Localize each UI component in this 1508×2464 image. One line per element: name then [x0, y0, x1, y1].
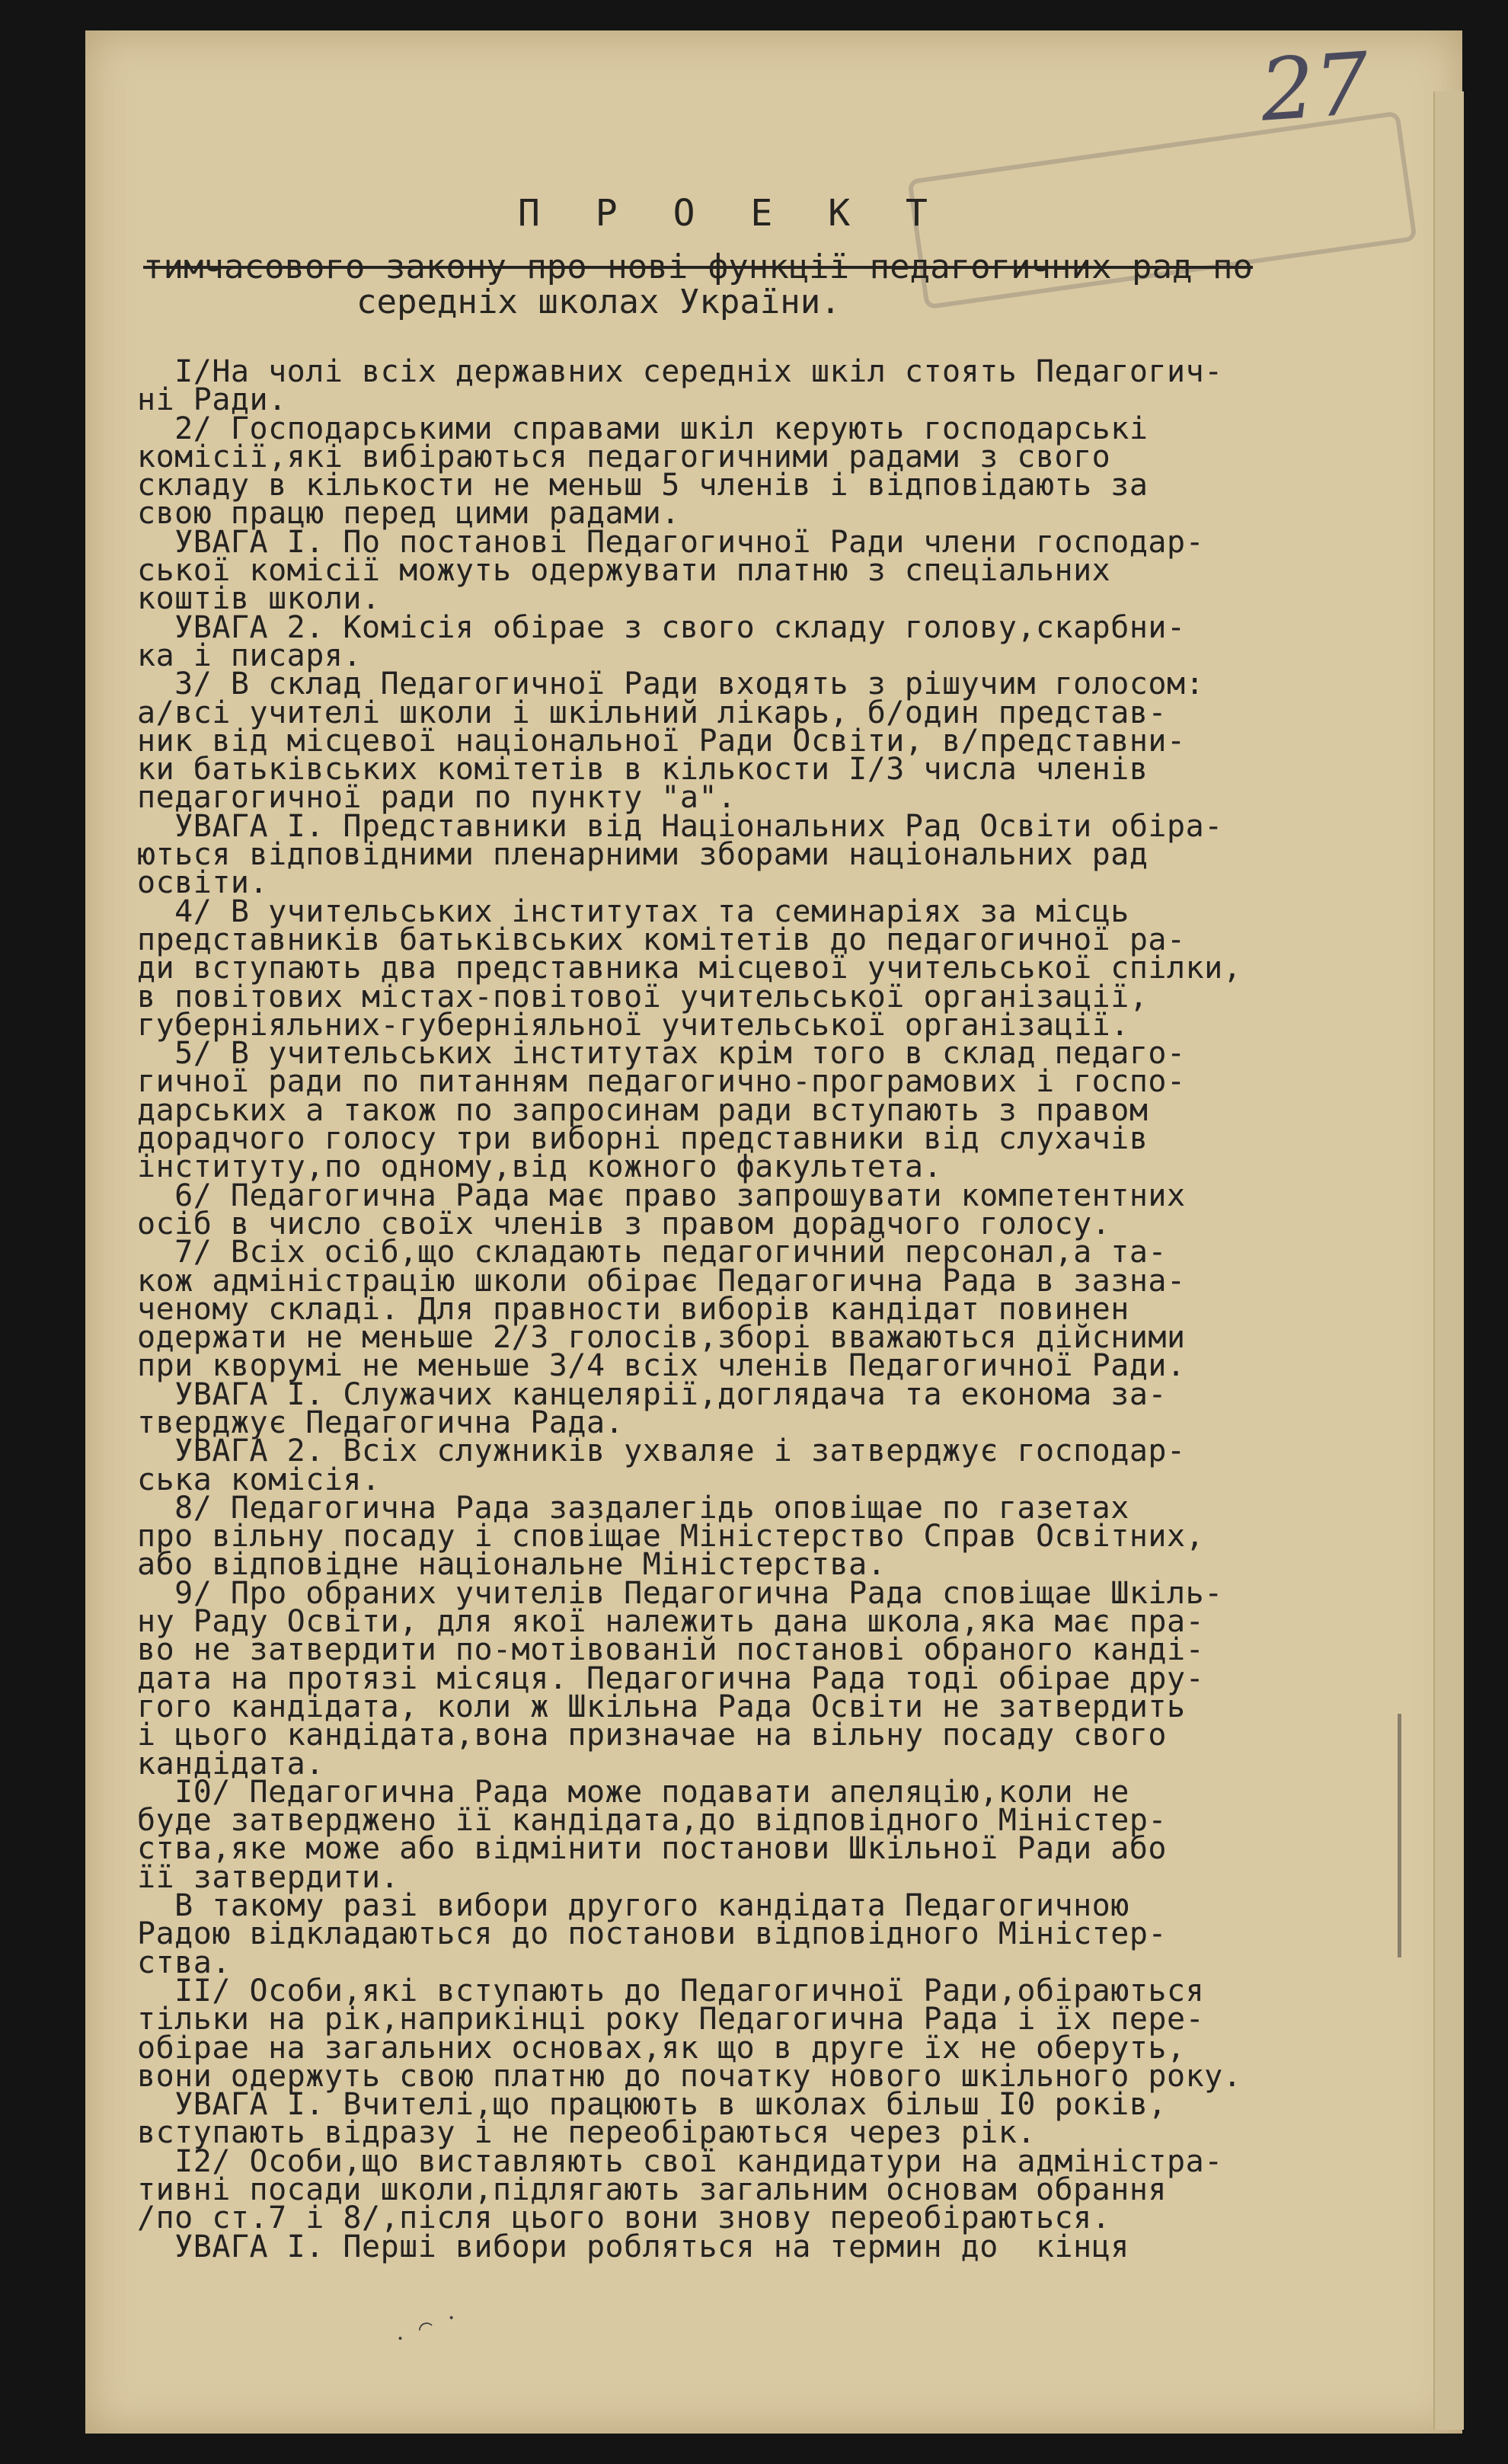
body-line: комісії,які вибіраються педагогичними радами з свого [137, 439, 1111, 475]
body-line: або відповідне національне Міністерства. [137, 1547, 887, 1583]
body-line: обірае на загальних основах,як що в друге їх не оберуть, [137, 2030, 1186, 2066]
body-line: одержати не меньше 2/3 голосів,зборі вважаються дійсними [137, 1320, 1186, 1356]
body-line: освіти. [137, 865, 269, 901]
subtitle-line-2: середніх школах України. [356, 283, 841, 321]
body-line: осіб в число своїх членів з правом дорадчого голосу. [137, 1206, 1111, 1242]
body-line: УВАГА I. Служачих канцелярії,доглядача та економа за- [137, 1376, 1168, 1412]
body-line: ченому складі. Для правности виборів кандідат повинен [137, 1291, 1129, 1327]
body-line: во не затвердити по-мотівованій постанові обраного канді- [137, 1632, 1205, 1668]
body-line: ка і писаря. [137, 638, 362, 673]
body-line: 3/ В склад Педагогичної Ради входять з рішучим голосом: [137, 666, 1205, 702]
body-line: I0/ Педагогична Рада може подавати апеляцію,коли не [137, 1774, 1129, 1810]
sheet-edge [1433, 91, 1464, 2430]
body-line: вони одержуть свою платню до початку нового шкільного року. [137, 2058, 1242, 2094]
body-line: УВАГА I. По постанові Педагогичної Ради члени господар- [137, 524, 1205, 560]
body-line: свою працю перед цими радами. [137, 496, 680, 532]
body-line: дата на протязі місяця. Педагогична Рада тоді обірае дру- [137, 1660, 1205, 1696]
body-line: тивні посади школи,підлягають загальним основам обрання [137, 2172, 1168, 2207]
body-line: УВАГА 2. Всіх служників ухваляе і затверджує господар- [137, 1433, 1186, 1469]
body-line: 4/ В учительських інститутах та семинаріях за місць [137, 893, 1129, 929]
body-line: 7/ Всіх осіб,що складають педагогичний персонал,а та- [137, 1235, 1168, 1270]
body-line: ської комісії можуть одержувати платню з спеціальних [137, 553, 1111, 589]
body-line: 9/ Про обраних учителів Педагогична Рада сповіщае Шкіль- [137, 1575, 1223, 1611]
body-line: ник від місцевої національної Ради Освіти, в/представни- [137, 723, 1186, 759]
body-line: ська комісія. [137, 1462, 381, 1497]
body-line: вступають відразу і не переобіраються через рік. [137, 2115, 1036, 2151]
body-line: ну Раду Освіти, для якої належить дана школа,яка має пра- [137, 1604, 1205, 1640]
body-line: в повітових містах-повітової учительської організації, [137, 979, 1149, 1015]
body-line: УВАГА 2. Комісія обірае з свого складу голову,скарбни- [137, 609, 1186, 645]
body-line: її затвердити. [137, 1859, 400, 1895]
body-line: ди вступають два представника місцевої учительської спілки, [137, 951, 1242, 986]
body-line: гичної ради по питанням педагогично-програмових і госпо- [137, 1064, 1186, 1100]
body-line: 6/ Педагогична Рада має право запрошувати компетентних [137, 1178, 1186, 1213]
body-line: II/ Особи,які вступають до Педагогичної Ради,обіраються [137, 1973, 1205, 2009]
document-body [137, 354, 1401, 2264]
body-line: губерніяльних-губерніяльної учительської організації. [137, 1007, 1129, 1043]
archive-page-number: 27 [1257, 34, 1372, 141]
body-line: при кворумі не меньше 3/4 всіх членів Педагогичної Ради. [137, 1348, 1186, 1384]
body-line: дарських а також по запросинам ради вступають з правом [137, 1092, 1149, 1128]
body-line: педагогичної ради по пункту "а". [137, 780, 736, 816]
body-line: Радою відкладаються до постанови відповідного Міністер- [137, 1916, 1168, 1952]
body-line: 5/ В учительських інститутах крім того в склад педаго- [137, 1036, 1186, 1072]
body-line: кандідата. [137, 1746, 324, 1782]
body-line: кож адміністрацію школи обірає Педагогична Рада в зазна- [137, 1263, 1186, 1299]
body-line: ства. [137, 1945, 231, 1980]
body-line: і цього кандідата,вона призначае на вільну посаду свого [137, 1718, 1168, 1753]
body-line: 8/ Педагогична Рада заздалегідь оповіщае по газетах [137, 1490, 1129, 1526]
right-edge-stamp [1398, 1714, 1432, 1957]
body-line: складу в кількости не меньш 5 членів і відповідають за [137, 468, 1149, 503]
body-line: ства,яке може або відмінити постанови Шкільної Ради або [137, 1831, 1168, 1867]
body-line: про вільну посаду і сповіщае Міністерство Справ Освітних, [137, 1519, 1205, 1555]
body-line: УВАГА I. Вчителі,що працюють в школах більш I0 років, [137, 2087, 1168, 2123]
body-line: ються відповідними пленарними зборами національних рад [137, 837, 1149, 873]
subtitle-line-1: тимчасового закону про нові функції педагогичних рад по [143, 248, 1253, 286]
bottom-stamp-mark: ॱ ⁀ ॱ [393, 2308, 464, 2360]
body-line: дорадчого голосу три виборні представники від слухачів [137, 1121, 1149, 1157]
body-line: I2/ Особи,що виставляють свої кандидатури на адміністра- [137, 2143, 1223, 2179]
body-line: буде затверджено її кандідата,до відповідного Міністер- [137, 1803, 1168, 1839]
body-line: а/всі учителі школи і шкільний лікарь, б/один представ- [137, 695, 1168, 730]
body-line: I/На чолі всіх державних середніх шкіл стоять Педагогич- [137, 354, 1223, 389]
body-line: УВАГА I. Перші вибори робляться на термин до кінця [137, 2229, 1129, 2264]
body-line: тверджує Педагогична Рада. [137, 1405, 625, 1440]
body-line: ки батьківських комітетів в кількости I/3 числа членів [137, 752, 1149, 788]
body-line: представників батьківських комітетів до педагогичної ра- [137, 922, 1186, 957]
body-line: В такому разі вибори другого кандідата Педагогичною [137, 1888, 1129, 1924]
body-line: тільки на рік,наприкінці року Педагогична Рада і їх пере- [137, 2002, 1205, 2037]
document-subtitle [143, 250, 1392, 320]
body-line: ні Ради. [137, 382, 287, 418]
document-title: П Р О Е К Т [518, 192, 944, 235]
body-line: 2/ Господарськими справами шкіл керують господарські [137, 411, 1149, 446]
body-line: /по ст.7 і 8/,після цього вони знову переобіраються. [137, 2200, 1111, 2236]
body-line: УВАГА I. Представники від Національних Рад Освіти обіра- [137, 808, 1223, 844]
body-line: інституту,по одному,від кожного факультета. [137, 1149, 943, 1185]
body-line: коштів школи. [137, 581, 381, 617]
body-line: гого кандідата, коли ж Шкільна Рада Освіти не затвердить [137, 1689, 1186, 1724]
